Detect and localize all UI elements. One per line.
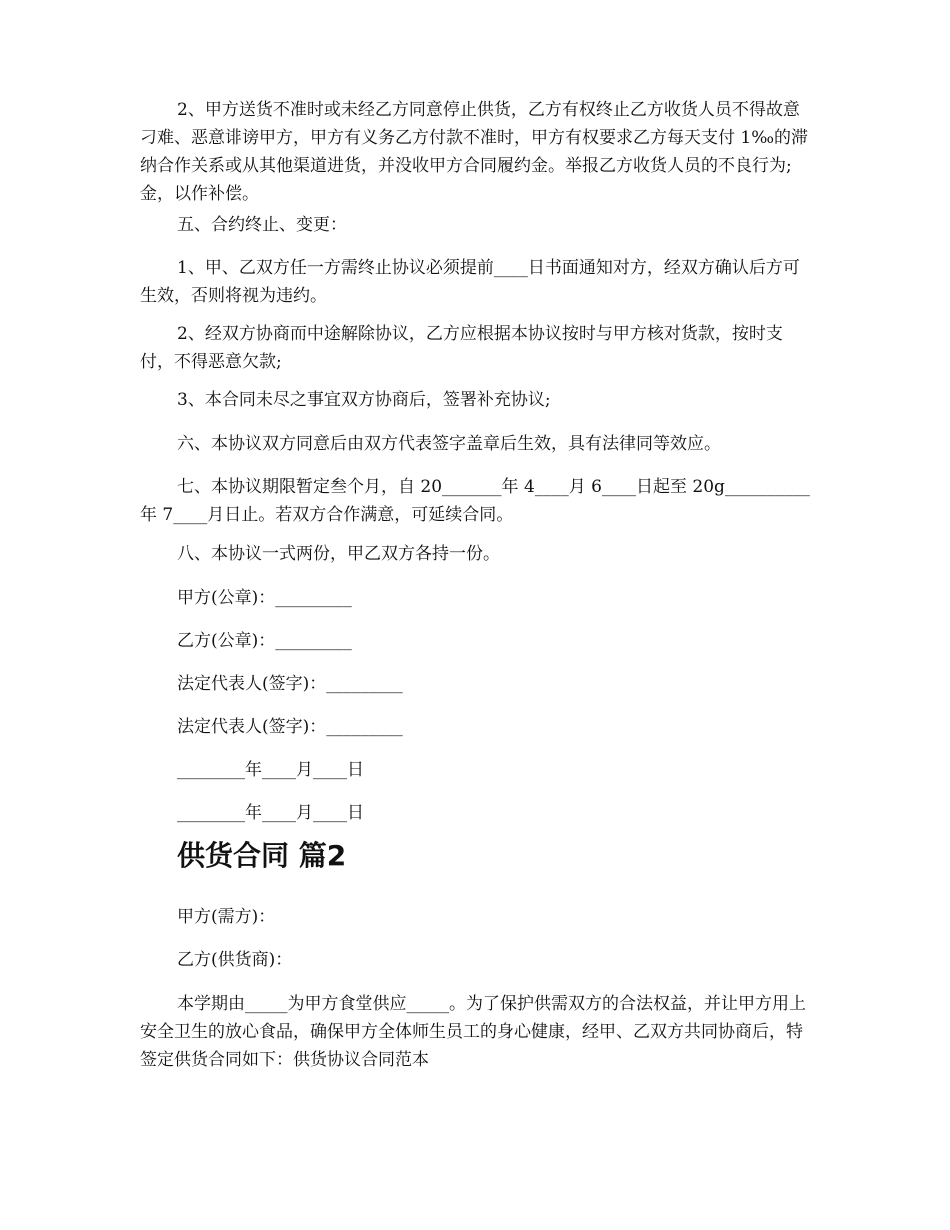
- section-2-intro: 本学期由_____为甲方食堂供应_____。为了保护供需双方的合法权益，并让甲方用上安全卫生的放心食品，确保甲方全体师生员工的身心健康，经甲、乙双方共同协商后，特签定供货合同如下：供货协议合同范本: [140, 994, 806, 1070]
- legal-rep-signature-line-1: 法定代表人(签字)：_________: [177, 674, 403, 694]
- legal-rep-signature-line-2: 法定代表人(签字)：_________: [177, 717, 403, 737]
- date-line-2: ________年____月____日: [177, 803, 364, 823]
- section-five-title: 五、合约终止、变更：: [177, 215, 347, 235]
- party-b-seal-line: 乙方(公章)：_________: [177, 631, 352, 651]
- party-a-buyer-line: 甲方(需方)：: [177, 907, 276, 927]
- section-seven-term: 七、本协议期限暂定叁个月，自 20_______年 4____月 6____日起至 20g__________年 7____月日止。若双方合作满意，可延续合同。: [140, 477, 810, 525]
- party-b-supplier-line: 乙方(供货商)：: [177, 950, 293, 970]
- clause-mutual-termination: 2、经双方协商而中途解除协议，乙方应根据本协议按时与甲方核对货款，按时支付，不得恶意欠款;: [140, 324, 783, 372]
- date-line-1: ________年____月____日: [177, 760, 364, 780]
- clause-termination-notice: 1、甲、乙双方任一方需终止协议必须提前____日书面通知对方，经双方确认后方可生效，否则将视为违约。: [140, 258, 800, 306]
- clause-supplementary: 3、本合同未尽之事宜双方协商后，签署补充协议;: [177, 390, 551, 410]
- section-six-effectiveness: 六、本协议双方同意后由双方代表签字盖章后生效，具有法律同等效应。: [177, 434, 721, 454]
- section-2-heading: 供货合同 篇2: [177, 839, 347, 872]
- section-eight-copies: 八、本协议一式两份，甲乙双方各持一份。: [177, 544, 500, 564]
- party-a-seal-line: 甲方(公章)：_________: [177, 588, 352, 608]
- clause-delivery-penalty: 2、甲方送货不准时或未经乙方同意停止供货，乙方有权终止乙方收货人员不得故意刁难、恶意诽谤甲方，甲方有义务乙方付款不准时，甲方有权要求乙方每天支付 1‰的滞纳合作关系或从其他渠道进货，并没收甲方合同履约金。举报乙方收货人员的不良行为;金，以作补偿。: [140, 100, 809, 204]
